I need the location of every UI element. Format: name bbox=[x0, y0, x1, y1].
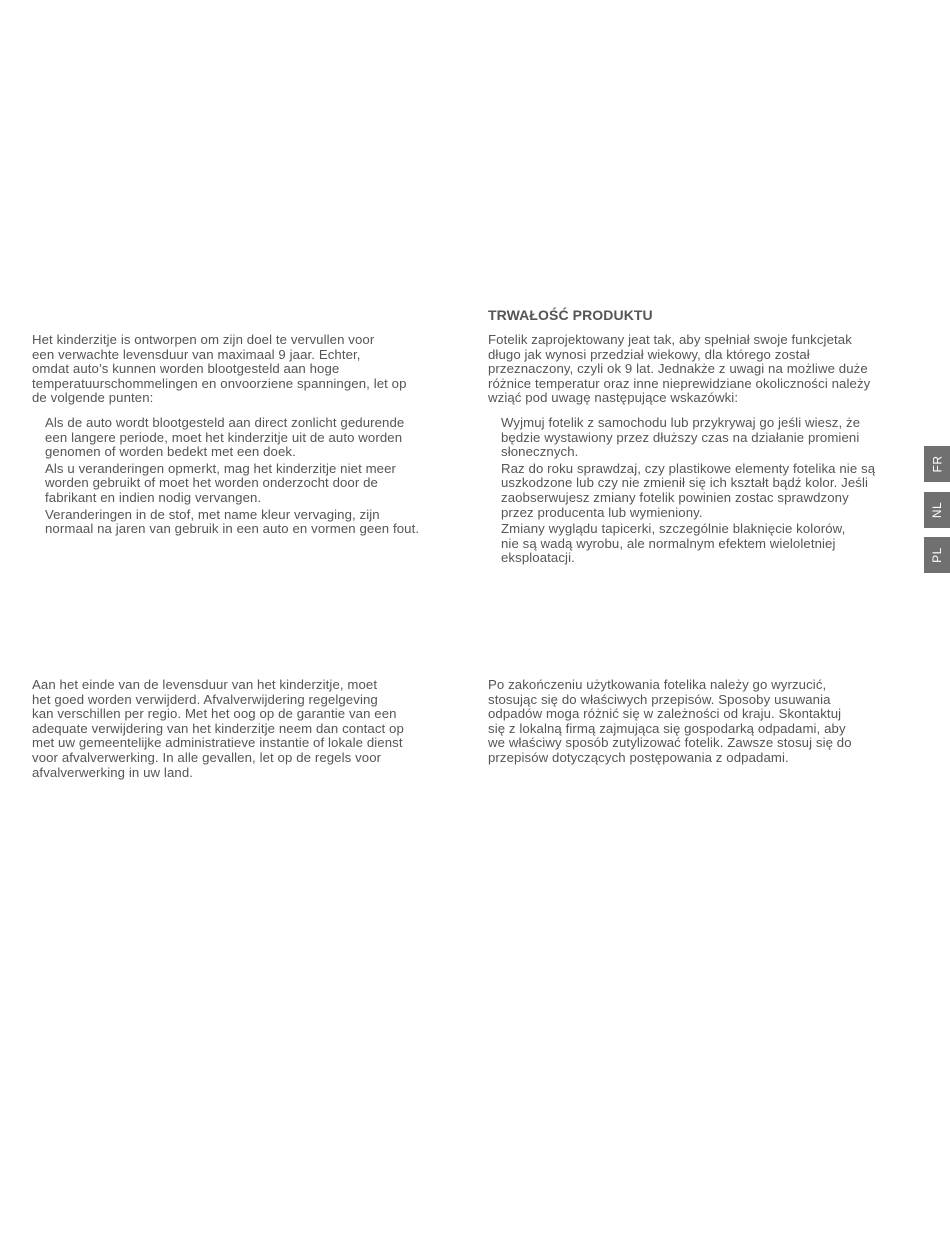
nl-point-line: Als de auto wordt blootgesteld aan direct zonlicht gedurende bbox=[45, 415, 405, 430]
language-tab-pl[interactable] bbox=[924, 537, 950, 573]
pl-point-line: eksploatacji. bbox=[501, 550, 575, 566]
pl-point-line: uszkodzone lub czy nie zmienił się ich kształt bądź kolor. Jeśli bbox=[501, 475, 869, 491]
nl-durability-points bbox=[45, 416, 465, 537]
pl-point-line: będzie wystawiony przez dłuższy czas na działanie promieni bbox=[501, 429, 860, 445]
pl-durability-heading: TRWAŁOŚĆ PRODUKTU bbox=[488, 307, 653, 323]
language-tab-fr-label: FR bbox=[930, 455, 944, 473]
pl-point-line: Zmiany wyglądu tapicerki, szczególnie blaknięcie kolorów, bbox=[501, 521, 846, 537]
nl-disposal-line: kan verschillen per regio. Met het oog op de garantie van een bbox=[32, 706, 397, 722]
nl-disposal-line: met uw gemeentelijke administratieve instantie of lokale dienst bbox=[32, 735, 403, 751]
nl-point-fabric bbox=[45, 508, 465, 537]
nl-disposal-line: voor afvalverwerking. In alle gevallen, let op de regels voor bbox=[32, 749, 382, 765]
nl-intro-line: de volgende punten: bbox=[32, 390, 154, 406]
nl-point-line: Veranderingen in de stof, met name kleur vervaging, zijn bbox=[45, 506, 380, 522]
pl-disposal-line: Po zakończeniu użytkowania fotelika należy go wyrzucić, bbox=[488, 677, 827, 692]
pl-intro-line: przeznaczony, czyli ok 9 lat. Jednakże z uwagi na możliwe duże bbox=[488, 361, 868, 377]
pl-disposal-line: we właściwy sposób zutylizować fotelik. Zawsze stosuj się do bbox=[488, 735, 852, 751]
nl-disposal-line: het goed worden verwijderd. Afvalverwijdering regelgeving bbox=[32, 691, 378, 707]
language-tab-nl[interactable] bbox=[924, 492, 950, 528]
pl-point-line: zaobserwujesz zmiany fotelik powinien zostac sprawdzony bbox=[501, 489, 849, 505]
pl-durability-points bbox=[501, 416, 921, 566]
pl-point-inspection bbox=[501, 462, 921, 520]
nl-intro-line: een verwachte levensduur van maximaal 9 jaar. Echter, bbox=[32, 346, 361, 362]
pl-intro-line: Fotelik zaprojektowany jeat tak, aby spełniał swoje funkcjetak bbox=[488, 332, 852, 347]
pl-point-line: słonecznych. bbox=[501, 444, 579, 460]
nl-point-sunlight bbox=[45, 416, 465, 460]
pl-disposal-line: odpadów moga różnić się w zależności od kraju. Skontaktuj bbox=[488, 706, 842, 722]
language-tab-fr[interactable] bbox=[924, 446, 950, 482]
pl-intro-line: różnice temperatur oraz inne nieprewidziane okoliczności należy bbox=[488, 375, 871, 391]
pl-point-line: Raz do roku sprawdzaj, czy plastikowe elementy fotelika nie są bbox=[501, 460, 876, 476]
language-tab-pl-label: PL bbox=[930, 547, 944, 563]
pl-durability-intro bbox=[488, 333, 918, 406]
pl-intro-line: długo jak wynosi przedział wiekowy, dla którego został bbox=[488, 346, 810, 362]
nl-point-changes bbox=[45, 462, 465, 506]
nl-disposal-paragraph bbox=[32, 678, 462, 780]
pl-point-line: Wyjmuj fotelik z samochodu lub przykrywaj go jeśli wiesz, że bbox=[501, 415, 861, 430]
nl-disposal-line: adequate verwijdering van het kinderzitje neem dan contact op bbox=[32, 720, 404, 736]
nl-intro-line: omdat auto’s kunnen worden blootgesteld aan hoge bbox=[32, 361, 340, 377]
nl-disposal-line: afvalverwerking in uw land. bbox=[32, 764, 194, 780]
nl-intro-line: Het kinderzitje is ontworpen om zijn doel te vervullen voor bbox=[32, 332, 375, 347]
nl-point-line: fabrikant en indien nodig vervangen. bbox=[45, 489, 262, 505]
nl-durability-intro bbox=[32, 333, 462, 406]
pl-point-upholstery bbox=[501, 522, 921, 566]
pl-point-line: nie są wadą wyrobu, ale normalnym efektem wieloletniej bbox=[501, 535, 836, 551]
language-tab-nl-label: NL bbox=[930, 501, 944, 519]
nl-point-line: worden gebruikt of moet het worden onderzocht door de bbox=[45, 475, 378, 491]
pl-disposal-line: się z lokalną firmą zajmująca się gospodarką odpadami, aby bbox=[488, 720, 846, 736]
pl-disposal-line: stosując się do właściwych przepisów. Sposoby usuwania bbox=[488, 691, 831, 707]
pl-point-line: przez producenta lub wymieniony. bbox=[501, 504, 703, 520]
nl-point-line: een langere periode, moet het kinderzitje uit de auto worden bbox=[45, 429, 403, 445]
nl-point-line: normaal na jaren van gebruik in een auto en vormen geen fout. bbox=[45, 521, 420, 537]
pl-disposal-line: przepisów dotyczących postępowania z odpadami. bbox=[488, 749, 789, 765]
nl-disposal-line: Aan het einde van de levensduur van het kinderzitje, moet bbox=[32, 677, 378, 692]
nl-intro-line: temperatuurschommelingen en onvoorziene spanningen, let op bbox=[32, 375, 407, 391]
pl-point-sunlight bbox=[501, 416, 921, 460]
pl-intro-line: wziąć pod uwagę następujące wskazówki: bbox=[488, 390, 739, 406]
pl-disposal-paragraph bbox=[488, 678, 918, 766]
nl-point-line: genomen of worden bedekt met een doek. bbox=[45, 444, 296, 460]
nl-point-line: Als u veranderingen opmerkt, mag het kinderzitje niet meer bbox=[45, 460, 397, 476]
